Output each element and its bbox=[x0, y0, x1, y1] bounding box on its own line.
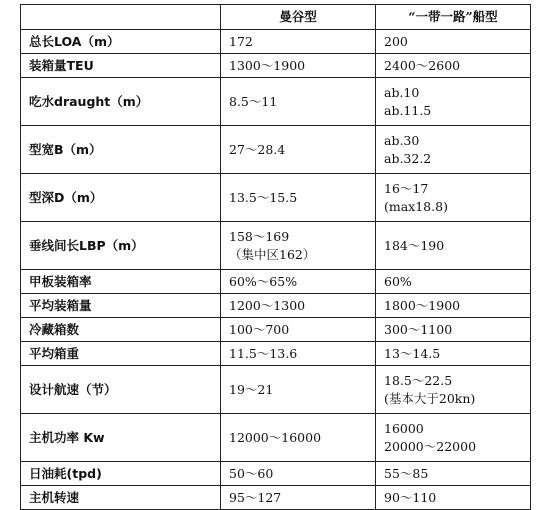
belt-road-value-cell bbox=[376, 222, 531, 270]
bangkok-value-cell bbox=[221, 486, 376, 510]
header-cell-belt-road-type: “一带一路”船型 bbox=[376, 5, 531, 30]
table-row bbox=[21, 486, 531, 510]
value-line: 2400～2600 bbox=[384, 57, 461, 73]
belt-road-value-cell bbox=[376, 54, 531, 78]
value-line: ab.32.2 bbox=[384, 150, 432, 166]
bangkok-value-cell bbox=[221, 78, 376, 126]
value-line: 11.5～13.6 bbox=[229, 345, 298, 361]
row-label: 主机转速 bbox=[21, 486, 221, 510]
table-row bbox=[21, 294, 531, 318]
bangkok-value-cell bbox=[221, 294, 376, 318]
table-row bbox=[21, 54, 531, 78]
row-label: 型深D（m） bbox=[21, 174, 221, 222]
belt-road-value-cell bbox=[376, 414, 531, 462]
belt-road-value-cell bbox=[376, 78, 531, 126]
value-line: 18.5～22.5 bbox=[384, 372, 453, 388]
value-line: 13.5～15.5 bbox=[229, 189, 298, 205]
bangkok-value-cell bbox=[221, 342, 376, 366]
value-line: 1200～1300 bbox=[229, 297, 306, 313]
bangkok-value-cell bbox=[221, 270, 376, 294]
bangkok-value-cell bbox=[221, 222, 376, 270]
value-line: 13～14.5 bbox=[384, 345, 441, 361]
table-row bbox=[21, 270, 531, 294]
value-line: (基本大于20kn) bbox=[384, 390, 476, 406]
row-label: 总长LOA（m） bbox=[21, 30, 221, 54]
row-label: 装箱量TEU bbox=[21, 54, 221, 78]
belt-road-value-cell bbox=[376, 294, 531, 318]
table-row bbox=[21, 222, 531, 270]
table-row bbox=[21, 366, 531, 414]
value-line: ab.10 bbox=[384, 84, 420, 100]
table-row bbox=[21, 414, 531, 462]
value-line: 300～1100 bbox=[384, 321, 453, 337]
belt-road-value-cell bbox=[376, 462, 531, 486]
value-line: 200 bbox=[384, 33, 408, 49]
value-line: 16～17 bbox=[384, 180, 429, 196]
row-label: 日油耗(tpd) bbox=[21, 462, 221, 486]
belt-road-value-cell bbox=[376, 342, 531, 366]
row-label: 型宽B（m） bbox=[21, 126, 221, 174]
row-label: 冷藏箱数 bbox=[21, 318, 221, 342]
value-line: 184～190 bbox=[384, 237, 445, 253]
bangkok-value-cell bbox=[221, 126, 376, 174]
bangkok-value-cell bbox=[221, 414, 376, 462]
value-line: (max18.8) bbox=[384, 198, 448, 214]
row-label: 主机功率 Kw bbox=[21, 414, 221, 462]
belt-road-value-cell bbox=[376, 126, 531, 174]
table-row bbox=[21, 342, 531, 366]
ship-spec-table bbox=[20, 4, 531, 510]
table-header-row bbox=[21, 5, 531, 30]
value-line: 90～110 bbox=[384, 489, 437, 505]
bangkok-value-cell bbox=[221, 30, 376, 54]
value-line: ab.11.5 bbox=[384, 102, 432, 118]
bangkok-value-cell bbox=[221, 174, 376, 222]
belt-road-value-cell bbox=[376, 174, 531, 222]
table-row bbox=[21, 126, 531, 174]
header-cell-bangkok-type: 曼谷型 bbox=[221, 5, 376, 30]
bangkok-value-cell bbox=[221, 366, 376, 414]
row-label: 甲板装箱率 bbox=[21, 270, 221, 294]
table-row bbox=[21, 318, 531, 342]
value-line: 158～169 bbox=[229, 228, 290, 244]
table-row bbox=[21, 462, 531, 486]
value-line: 1300～1900 bbox=[229, 57, 306, 73]
belt-road-value-cell bbox=[376, 366, 531, 414]
value-line: 60%～65% bbox=[229, 273, 298, 289]
value-line: 100～700 bbox=[229, 321, 290, 337]
value-line: 19～21 bbox=[229, 381, 274, 397]
header-cell-parameter bbox=[21, 5, 221, 30]
row-label: 设计航速（节） bbox=[21, 366, 221, 414]
value-line: 20000～22000 bbox=[384, 438, 477, 454]
value-line: 16000 bbox=[384, 420, 424, 436]
row-label: 平均箱重 bbox=[21, 342, 221, 366]
table-row bbox=[21, 174, 531, 222]
table-row bbox=[21, 78, 531, 126]
value-line: 12000～16000 bbox=[229, 429, 322, 445]
bangkok-value-cell bbox=[221, 462, 376, 486]
value-line: 1800～1900 bbox=[384, 297, 461, 313]
bangkok-value-cell bbox=[221, 54, 376, 78]
belt-road-value-cell bbox=[376, 270, 531, 294]
belt-road-value-cell bbox=[376, 486, 531, 510]
value-line: 55～85 bbox=[384, 465, 429, 481]
value-line: 95～127 bbox=[229, 489, 282, 505]
value-line: ab.30 bbox=[384, 132, 420, 148]
value-line: （集中区162） bbox=[229, 246, 316, 262]
row-label: 平均装箱量 bbox=[21, 294, 221, 318]
value-line: 27～28.4 bbox=[229, 141, 286, 157]
value-line: 8.5～11 bbox=[229, 93, 278, 109]
row-label: 垂线间长LBP（m） bbox=[21, 222, 221, 270]
table-body bbox=[21, 30, 531, 510]
row-label: 吃水draught（m） bbox=[21, 78, 221, 126]
table-row bbox=[21, 30, 531, 54]
belt-road-value-cell bbox=[376, 318, 531, 342]
value-line: 172 bbox=[229, 33, 253, 49]
spec-table-container bbox=[20, 4, 531, 510]
belt-road-value-cell bbox=[376, 30, 531, 54]
value-line: 60% bbox=[384, 273, 412, 289]
bangkok-value-cell bbox=[221, 318, 376, 342]
value-line: 50～60 bbox=[229, 465, 274, 481]
